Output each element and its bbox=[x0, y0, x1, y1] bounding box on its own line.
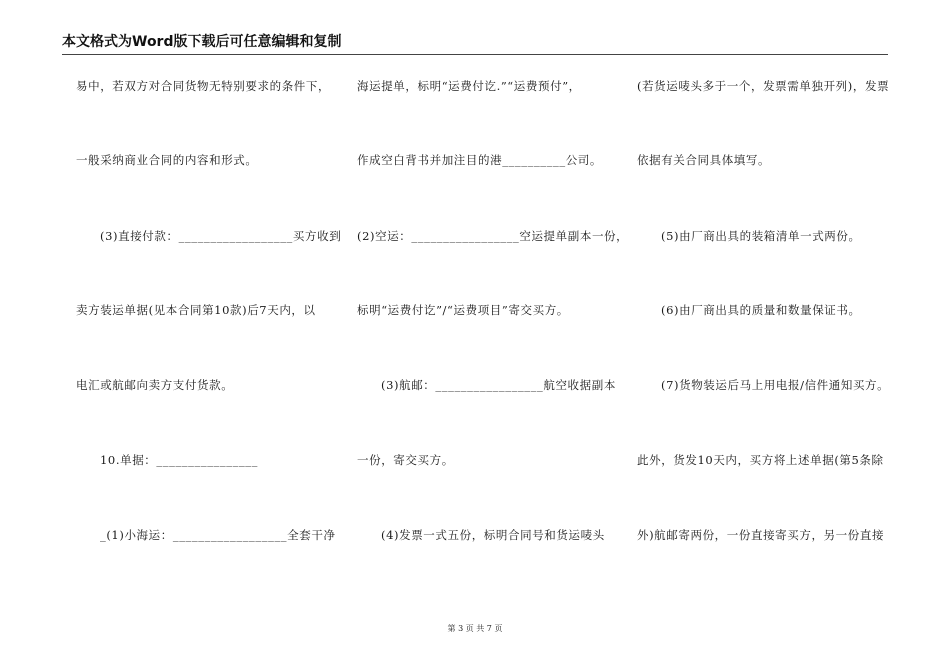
text-line: 依据有关合同具体填写。 bbox=[637, 153, 771, 167]
text-line: 外)航邮寄两份，一份直接寄买方，另一份直接 bbox=[637, 528, 885, 542]
text-line: (2)空运：_________________空运提单副本一份， bbox=[357, 229, 629, 243]
text-line: _(1)小海运：__________________全套干净 bbox=[100, 528, 336, 542]
text-line: 海运提单，标明“运费付讫.”“运费预付”， bbox=[357, 79, 581, 93]
text-line: (3)航邮：_________________航空收据副本 bbox=[381, 378, 616, 392]
text-line: 一份，寄交买方。 bbox=[357, 453, 454, 467]
document-header bbox=[62, 32, 888, 55]
text-line: (3)直接付款：__________________买方收到 bbox=[100, 229, 342, 243]
text-line: 标明“运费付讫”/“运费项目”寄交买方。 bbox=[357, 303, 569, 317]
page-footer bbox=[0, 623, 950, 634]
text-line: 10.单据：________________ bbox=[100, 453, 258, 467]
text-line: 作成空白背书并加注目的港__________公司。 bbox=[357, 153, 602, 167]
text-line: (7)货物装运后马上用电报/信件通知买方。 bbox=[661, 378, 890, 392]
text-line: 易中，若双方对合同货物无特别要求的条件下， bbox=[76, 79, 331, 93]
text-line: (4)发票一式五份，标明合同号和货运唛头 bbox=[381, 528, 605, 542]
text-line: (6)由厂商出具的质量和数量保证书。 bbox=[661, 303, 861, 317]
text-line: 一般采纳商业合同的内容和形式。 bbox=[76, 153, 258, 167]
text-line: 电汇或航邮向卖方支付货款。 bbox=[76, 378, 234, 392]
text-line: 此外，货发10天内，买方将上述单据(第5条除 bbox=[637, 453, 884, 467]
text-line: (若货运唛头多于一个，发票需单独开列)，发票 bbox=[637, 79, 890, 93]
text-line: (5)由厂商出具的装箱清单一式两份。 bbox=[661, 229, 861, 243]
header-title: 本文格式为Word版下载后可任意编辑和复制 bbox=[62, 34, 342, 50]
page-number: 第 3 页 共 7 页 bbox=[447, 624, 503, 633]
text-line: 卖方装运单据(见本合同第10款)后7天内，以 bbox=[76, 303, 316, 317]
